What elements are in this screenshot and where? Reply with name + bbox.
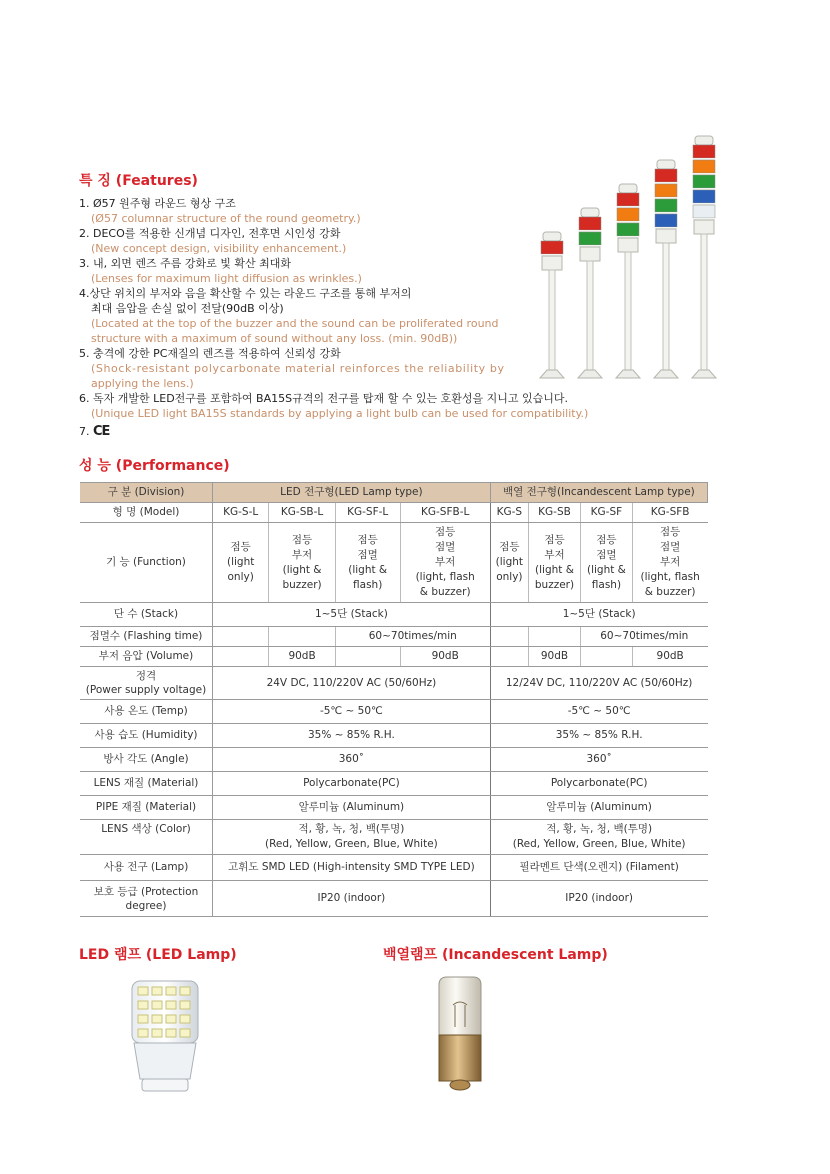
empty-cell — [213, 627, 269, 647]
value-cell: 적, 황, 녹, 청, 백(투명) (Red, Yellow, Green, Blue, White) — [213, 820, 491, 855]
value-cell: 1~5단 (Stack) — [490, 603, 707, 627]
model-cell: KG-SF-L — [335, 503, 400, 523]
tower-lamp — [540, 232, 564, 378]
table-row — [80, 667, 708, 700]
model-cell: KG-SF — [581, 503, 633, 523]
header-led: LED 전구형(LED Lamp type) — [213, 483, 491, 503]
value-cell: Polycarbonate(PC) — [213, 772, 491, 796]
tower-lamp — [692, 136, 716, 378]
feature-en: (Located at the top of the buzzer and the sound can be proliferated round — [91, 317, 499, 330]
performance-heading: 성 능 (Performance) — [79, 458, 230, 474]
empty-cell — [335, 647, 400, 667]
model-cell: KG-SB-L — [269, 503, 335, 523]
led-lamp-title: LED 램프 (LED Lamp) — [79, 947, 237, 963]
value-cell: 90dB — [528, 647, 580, 667]
ce-mark-icon: CE — [93, 424, 110, 439]
feature-item-6 — [79, 391, 639, 421]
value-cell: 35% ~ 85% R.H. — [490, 724, 707, 748]
tower-lamp — [654, 160, 678, 378]
model-cell: KG-SFB-L — [400, 503, 490, 523]
model-cell: KG-SFB — [632, 503, 707, 523]
value-cell: 360˚ — [213, 748, 491, 772]
table-row — [80, 647, 708, 667]
model-cell: KG-S — [490, 503, 528, 523]
feature-ko: 4.상단 위치의 부저와 음을 확산할 수 있는 라운드 구조를 통해 부저의 — [79, 287, 412, 300]
function-cell: 점등 점멸 (light & flash) — [335, 523, 400, 603]
empty-cell — [213, 647, 269, 667]
incandescent-lamp-title: 백열램프 (Incandescent Lamp) — [383, 947, 608, 963]
row-label: 보호 등급 (Protection degree) — [80, 881, 213, 917]
function-cell: 점등 (light only) — [490, 523, 528, 603]
value-cell: 12/24V DC, 110/220V AC (50/60Hz) — [490, 667, 707, 700]
tower-lamps-image — [530, 128, 730, 390]
feature-ko: 2. DECO를 적용한 신개념 디자인, 전후면 시인성 강화 — [79, 227, 341, 240]
feature-en-cont: structure with a maximum of sound without any loss. (min. 90dB)) — [91, 332, 458, 345]
row-label: 기 능 (Function) — [80, 523, 213, 603]
value-cell: 60~70times/min — [335, 627, 490, 647]
feature-ko: 3. 내, 외면 렌즈 주름 강화로 빛 확산 최대화 — [79, 257, 291, 270]
empty-cell — [490, 627, 528, 647]
value-cell: 60~70times/min — [581, 627, 708, 647]
empty-cell — [581, 647, 633, 667]
function-cell: 점등 점멸 부저 (light, flash & buzzer) — [632, 523, 707, 603]
value-cell: 35% ~ 85% R.H. — [213, 724, 491, 748]
row-label: LENS 재질 (Material) — [80, 772, 213, 796]
row-label: 사용 온도 (Temp) — [80, 700, 213, 724]
empty-cell — [490, 647, 528, 667]
value-cell: 고휘도 SMD LED (High-intensity SMD TYPE LED) — [213, 855, 491, 881]
tower-lamp — [578, 208, 602, 378]
value-cell: 90dB — [632, 647, 707, 667]
value-cell: 360˚ — [490, 748, 707, 772]
header-incandescent: 백열 전구형(Incandescent Lamp type) — [490, 483, 707, 503]
function-cell: 점등 점멸 부저 (light, flash & buzzer) — [400, 523, 490, 603]
value-cell: Polycarbonate(PC) — [490, 772, 707, 796]
table-row — [80, 523, 708, 603]
table-row — [80, 772, 708, 796]
row-label: 점멸수 (Flashing time) — [80, 627, 213, 647]
model-cell: KG-S-L — [213, 503, 269, 523]
value-cell: 24V DC, 110/220V AC (50/60Hz) — [213, 667, 491, 700]
feature-en: (Unique LED light BA15S standards by applying a light bulb can be used for compatibility.) — [91, 407, 589, 420]
value-cell: -5℃ ~ 50℃ — [213, 700, 491, 724]
feature-en-cont: applying the lens.) — [91, 377, 194, 390]
value-cell: 90dB — [269, 647, 335, 667]
value-cell: IP20 (indoor) — [490, 881, 707, 917]
incandescent-lamp-image — [425, 975, 495, 1095]
value-cell: 알루미늄 (Aluminum) — [490, 796, 707, 820]
table-row — [80, 503, 708, 523]
table-row — [80, 881, 708, 917]
value-cell: 필라멘트 단색(오렌지) (Filament) — [490, 855, 707, 881]
function-cell: 점등 점멸 (light & flash) — [581, 523, 633, 603]
row-label: 단 수 (Stack) — [80, 603, 213, 627]
row-label: PIPE 재질 (Material) — [80, 796, 213, 820]
tower-lamp — [616, 184, 640, 378]
value-cell: -5℃ ~ 50℃ — [490, 700, 707, 724]
feature-ko: 1. Ø57 원주형 라운드 형상 구조 — [79, 197, 236, 210]
table-row — [80, 603, 708, 627]
table-row — [80, 700, 708, 724]
led-lamp-image — [120, 975, 210, 1095]
row-label: 사용 전구 (Lamp) — [80, 855, 213, 881]
feature-item-7 — [79, 424, 639, 439]
feature-en: (Lenses for maximum light diffusion as wrinkles.) — [91, 272, 362, 285]
table-header-row — [80, 483, 708, 503]
table-row — [80, 724, 708, 748]
table-row — [80, 820, 708, 855]
function-cell: 점등 (light only) — [213, 523, 269, 603]
row-label: 형 명 (Model) — [80, 503, 213, 523]
function-cell: 점등 부저 (light & buzzer) — [269, 523, 335, 603]
row-label: 정격 (Power supply voltage) — [80, 667, 213, 700]
spec-table — [80, 482, 708, 917]
feature-en: (Shock-resistant polycarbonate material reinforces the reliability by — [91, 362, 505, 375]
feature-ko: 5. 충격에 강한 PC재질의 렌즈를 적용하여 신뢰성 강화 — [79, 347, 341, 360]
table-row — [80, 855, 708, 881]
feature-ko: 7. — [79, 425, 90, 438]
feature-en: (Ø57 columnar structure of the round geometry.) — [91, 212, 361, 225]
empty-cell — [269, 627, 335, 647]
header-division: 구 분 (Division) — [80, 483, 213, 503]
value-cell: 90dB — [400, 647, 490, 667]
function-cell: 점등 부저 (light & buzzer) — [528, 523, 580, 603]
row-label: 방사 각도 (Angle) — [80, 748, 213, 772]
table-row — [80, 627, 708, 647]
feature-ko: 6. 독자 개발한 LED전구를 포함하여 BA15S규격의 전구를 탑재 할 수 있는 호환성을 지니고 있습니다. — [79, 392, 568, 405]
row-label: LENS 색상 (Color) — [80, 820, 213, 855]
value-cell: 알루미늄 (Aluminum) — [213, 796, 491, 820]
value-cell: 1~5단 (Stack) — [213, 603, 491, 627]
model-cell: KG-SB — [528, 503, 580, 523]
feature-ko-cont: 최대 음압을 손실 없이 전달(90dB 이상) — [91, 302, 284, 315]
row-label: 부저 음압 (Volume) — [80, 647, 213, 667]
row-label: 사용 습도 (Humidity) — [80, 724, 213, 748]
empty-cell — [528, 627, 580, 647]
table-row — [80, 796, 708, 820]
table-row — [80, 748, 708, 772]
features-heading: 특 징 (Features) — [79, 173, 198, 189]
value-cell: IP20 (indoor) — [213, 881, 491, 917]
value-cell: 적, 황, 녹, 청, 백(투명) (Red, Yellow, Green, Blue, White) — [490, 820, 707, 855]
feature-en: (New concept design, visibility enhancement.) — [91, 242, 347, 255]
